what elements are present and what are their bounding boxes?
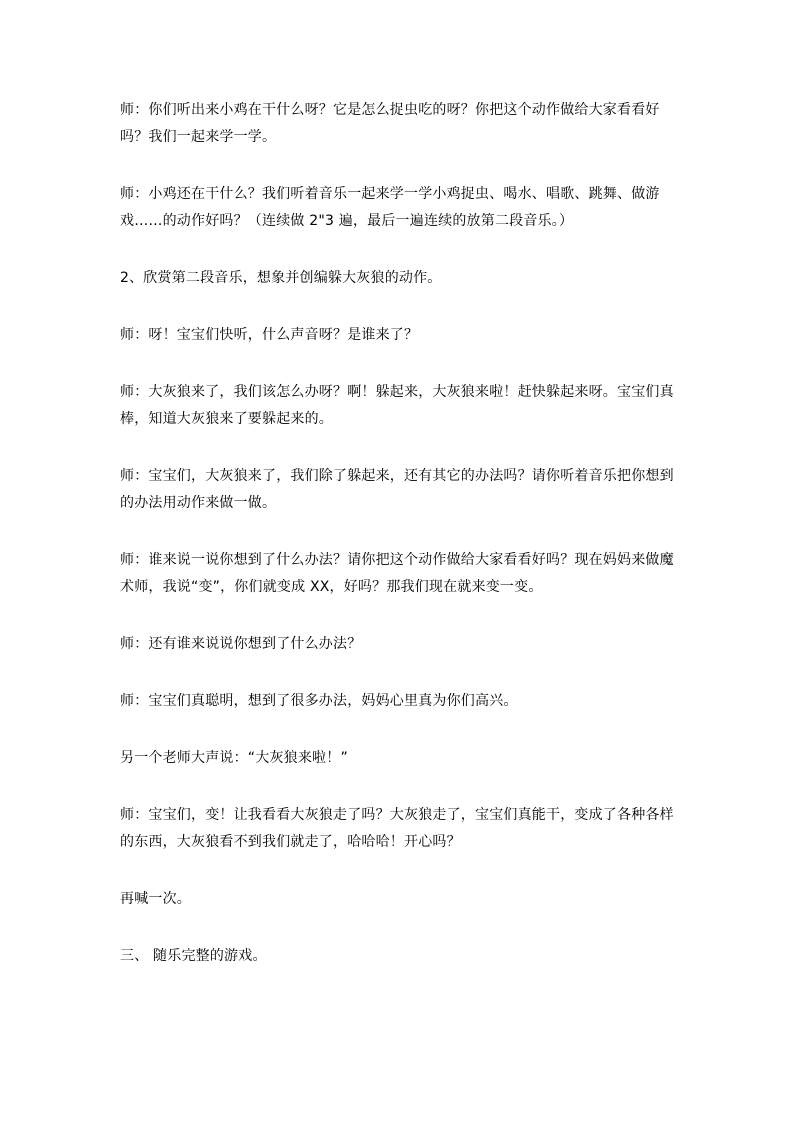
paragraph-chick-question: 师：你们听出来小鸡在干什么呀？它是怎么捉虫吃的呀？你把这个动作做给大家看看好吗？我们一起来学一学。 [120,102,660,145]
paragraph-magic-transform: 师：谁来说一说你想到了什么办法？请你把这个动作做给大家看看好吗？现在妈妈来做魔术师，我说“变”，你们就变成 XX，好吗？那我们现在就来变一变。 [120,552,674,595]
document-body [120,97,675,1000]
paragraph-chick-actions: 师：小鸡还在干什么？我们听着音乐一起来学一学小鸡捉虫、喝水、唱歌、跳舞、做游戏……的动作好吗？（连续做 2"3 遍，最后一遍连续的放第二段音乐。） [120,186,660,229]
paragraph-teacher-shouts: 另一个老师大声说：“大灰狼来啦！” [120,750,348,766]
paragraph-who-else: 师：还有谁来说说你想到了什么办法？ [120,636,362,652]
paragraph-who-is-coming: 师：呀！宝宝们快听，什么声音呀？是谁来了？ [120,327,419,343]
paragraph-other-methods: 师：宝宝们，大灰狼来了，我们除了躲起来，还有其它的办法吗？请你听着音乐把你想到的办法用动作来做一做。 [120,468,674,511]
paragraph-praise: 师：宝宝们真聪明，想到了很多办法，妈妈心里真为你们高兴。 [120,693,518,709]
paragraph-section-3-heading: 三、 随乐完整的游戏。 [120,948,267,964]
paragraph-wolf-hide: 师：大灰狼来了，我们该怎么办呀？啊！躲起来，大灰狼来啦！赶快躲起来呀。宝宝们真棒，知道大灰狼来了要躲起来的。 [120,384,674,427]
paragraph-wolf-gone: 师：宝宝们，变！让我看看大灰狼走了吗？大灰狼走了，宝宝们真能干，变成了各种各样的东西，大灰狼看不到我们就走了，哈哈哈！开心吗？ [120,807,674,850]
paragraph-section-2-heading: 2、欣赏第二段音乐，想象并创编躲大灰狼的动作。 [120,270,442,286]
paragraph-shout-again: 再喊一次。 [120,891,191,907]
